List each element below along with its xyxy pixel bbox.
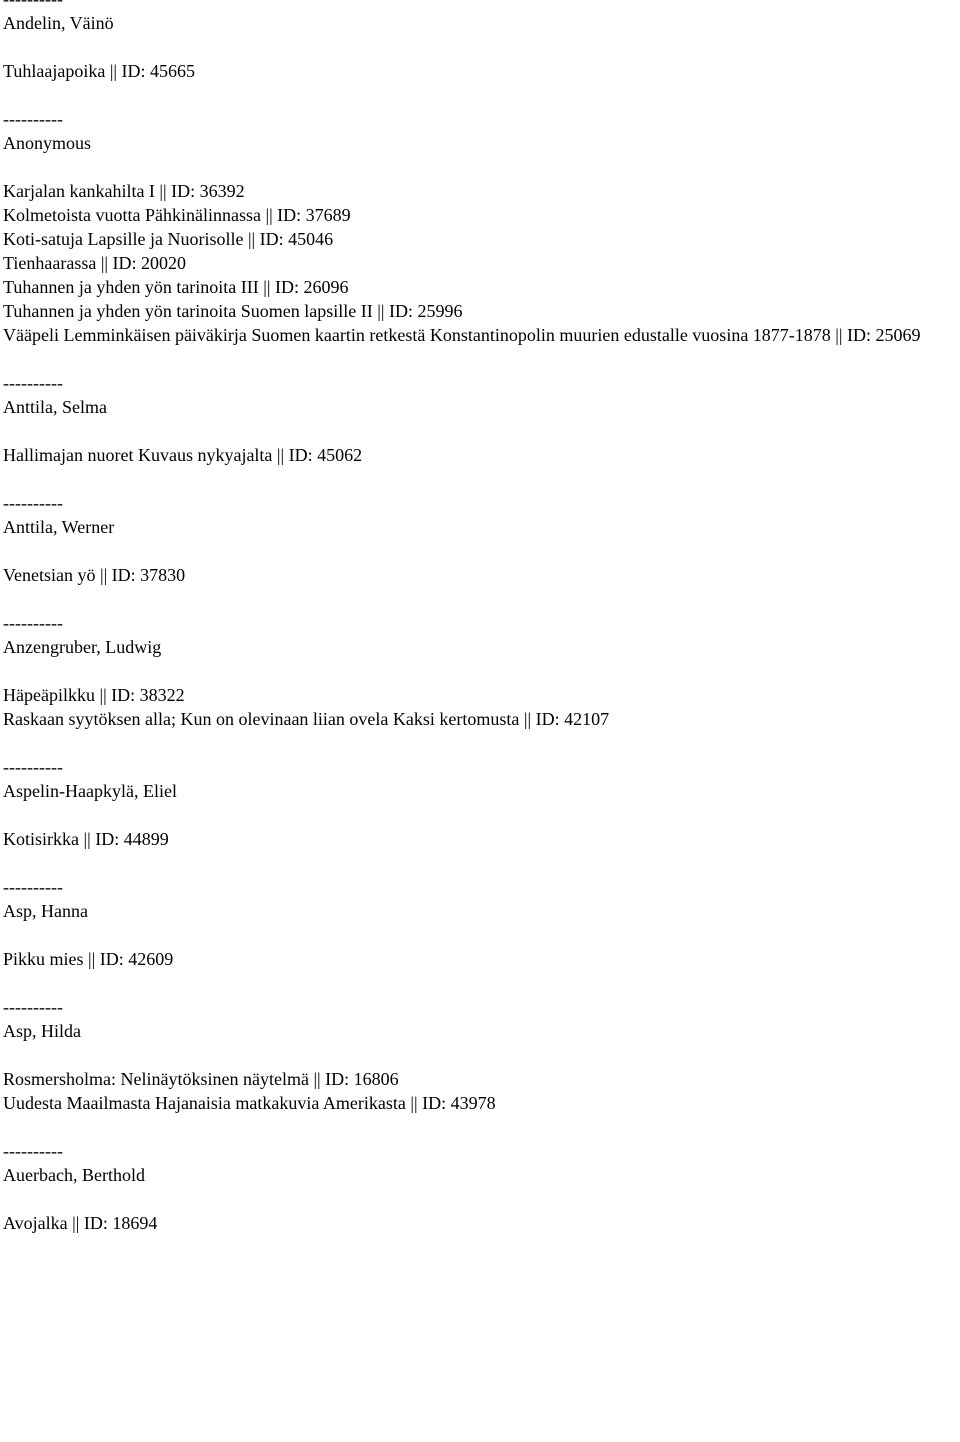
work-title-line: Vääpeli Lemminkäisen päiväkirja Suomen kaartin retkestä Konstantinopolin muurien edustalle vuosina 1877-1878 || ID: 25069 bbox=[3, 325, 921, 345]
work-title-line: Tuhlaajapoika || ID: 45665 bbox=[3, 61, 196, 81]
author-name: Anzengruber, Ludwig bbox=[3, 637, 162, 657]
work-title-line: Koti-satuja Lapsille ja Nuorisolle || ID: 45046 bbox=[3, 229, 334, 249]
author-entry bbox=[3, 995, 955, 1115]
author-name: Anonymous bbox=[3, 133, 92, 153]
work-list bbox=[3, 1211, 955, 1235]
work-list bbox=[3, 59, 955, 83]
entry-separator: ---------- bbox=[3, 997, 63, 1017]
work-list bbox=[3, 947, 955, 971]
author-work-listing bbox=[3, 0, 955, 1235]
entry-separator: ---------- bbox=[3, 757, 63, 777]
work-title-line: Kotisirkka || ID: 44899 bbox=[3, 829, 169, 849]
entry-separator: ---------- bbox=[3, 877, 63, 897]
work-title-line: Kolmetoista vuotta Pähkinälinnassa || ID: 37689 bbox=[3, 205, 351, 225]
author-name: Auerbach, Berthold bbox=[3, 1165, 145, 1185]
work-title-line: Karjalan kankahilta I || ID: 36392 bbox=[3, 181, 245, 201]
entry-separator bbox=[3, 0, 955, 11]
work-title-line: Uudesta Maailmasta Hajanaisia matkakuvia Amerikasta || ID: 43978 bbox=[3, 1093, 496, 1113]
author-name: Asp, Hanna bbox=[3, 901, 88, 921]
entry-separator: ---------- bbox=[3, 373, 63, 393]
author-name: Asp, Hilda bbox=[3, 1021, 81, 1041]
entry-separator: ---------- bbox=[3, 109, 63, 129]
author-name: Aspelin-Haapkylä, Eliel bbox=[3, 781, 177, 801]
work-title-line: Raskaan syytöksen alla; Kun on olevinaan liian ovela Kaksi kertomusta || ID: 42107 bbox=[3, 709, 610, 729]
author-entry bbox=[3, 1139, 955, 1235]
author-entry bbox=[3, 371, 955, 467]
work-list bbox=[3, 443, 955, 467]
author-entry bbox=[3, 107, 955, 347]
work-title-line: Hallimajan nuoret Kuvaus nykyajalta || ID: 45062 bbox=[3, 445, 363, 465]
work-title-line: Avojalka || ID: 18694 bbox=[3, 1213, 158, 1233]
work-title-line: Venetsian yö || ID: 37830 bbox=[3, 565, 186, 585]
author-entry bbox=[3, 611, 955, 731]
entry-separator: ---------- bbox=[3, 493, 63, 513]
work-title-line: Häpeäpilkku || ID: 38322 bbox=[3, 685, 185, 705]
work-list bbox=[3, 1067, 955, 1115]
work-title-line: Tuhannen ja yhden yön tarinoita Suomen lapsille II || ID: 25996 bbox=[3, 301, 463, 321]
work-list bbox=[3, 827, 955, 851]
author-entry bbox=[3, 491, 955, 587]
work-title-line: Tienhaarassa || ID: 20020 bbox=[3, 253, 187, 273]
work-list bbox=[3, 179, 955, 347]
entry-separator: ---------- bbox=[3, 1141, 63, 1161]
work-list bbox=[3, 563, 955, 587]
entry-separator: ---------- bbox=[3, 613, 63, 633]
author-entry bbox=[3, 875, 955, 971]
author-name: Anttila, Selma bbox=[3, 397, 107, 417]
author-name: Andelin, Väinö bbox=[3, 13, 114, 33]
author-entry bbox=[3, 755, 955, 851]
work-title-line: Pikku mies || ID: 42609 bbox=[3, 949, 174, 969]
author-entry bbox=[3, 0, 955, 83]
work-title-line: Tuhannen ja yhden yön tarinoita III || ID: 26096 bbox=[3, 277, 349, 297]
work-title-line: Rosmersholma: Nelinäytöksinen näytelmä || ID: 16806 bbox=[3, 1069, 399, 1089]
author-name: Anttila, Werner bbox=[3, 517, 115, 537]
work-list bbox=[3, 683, 955, 731]
